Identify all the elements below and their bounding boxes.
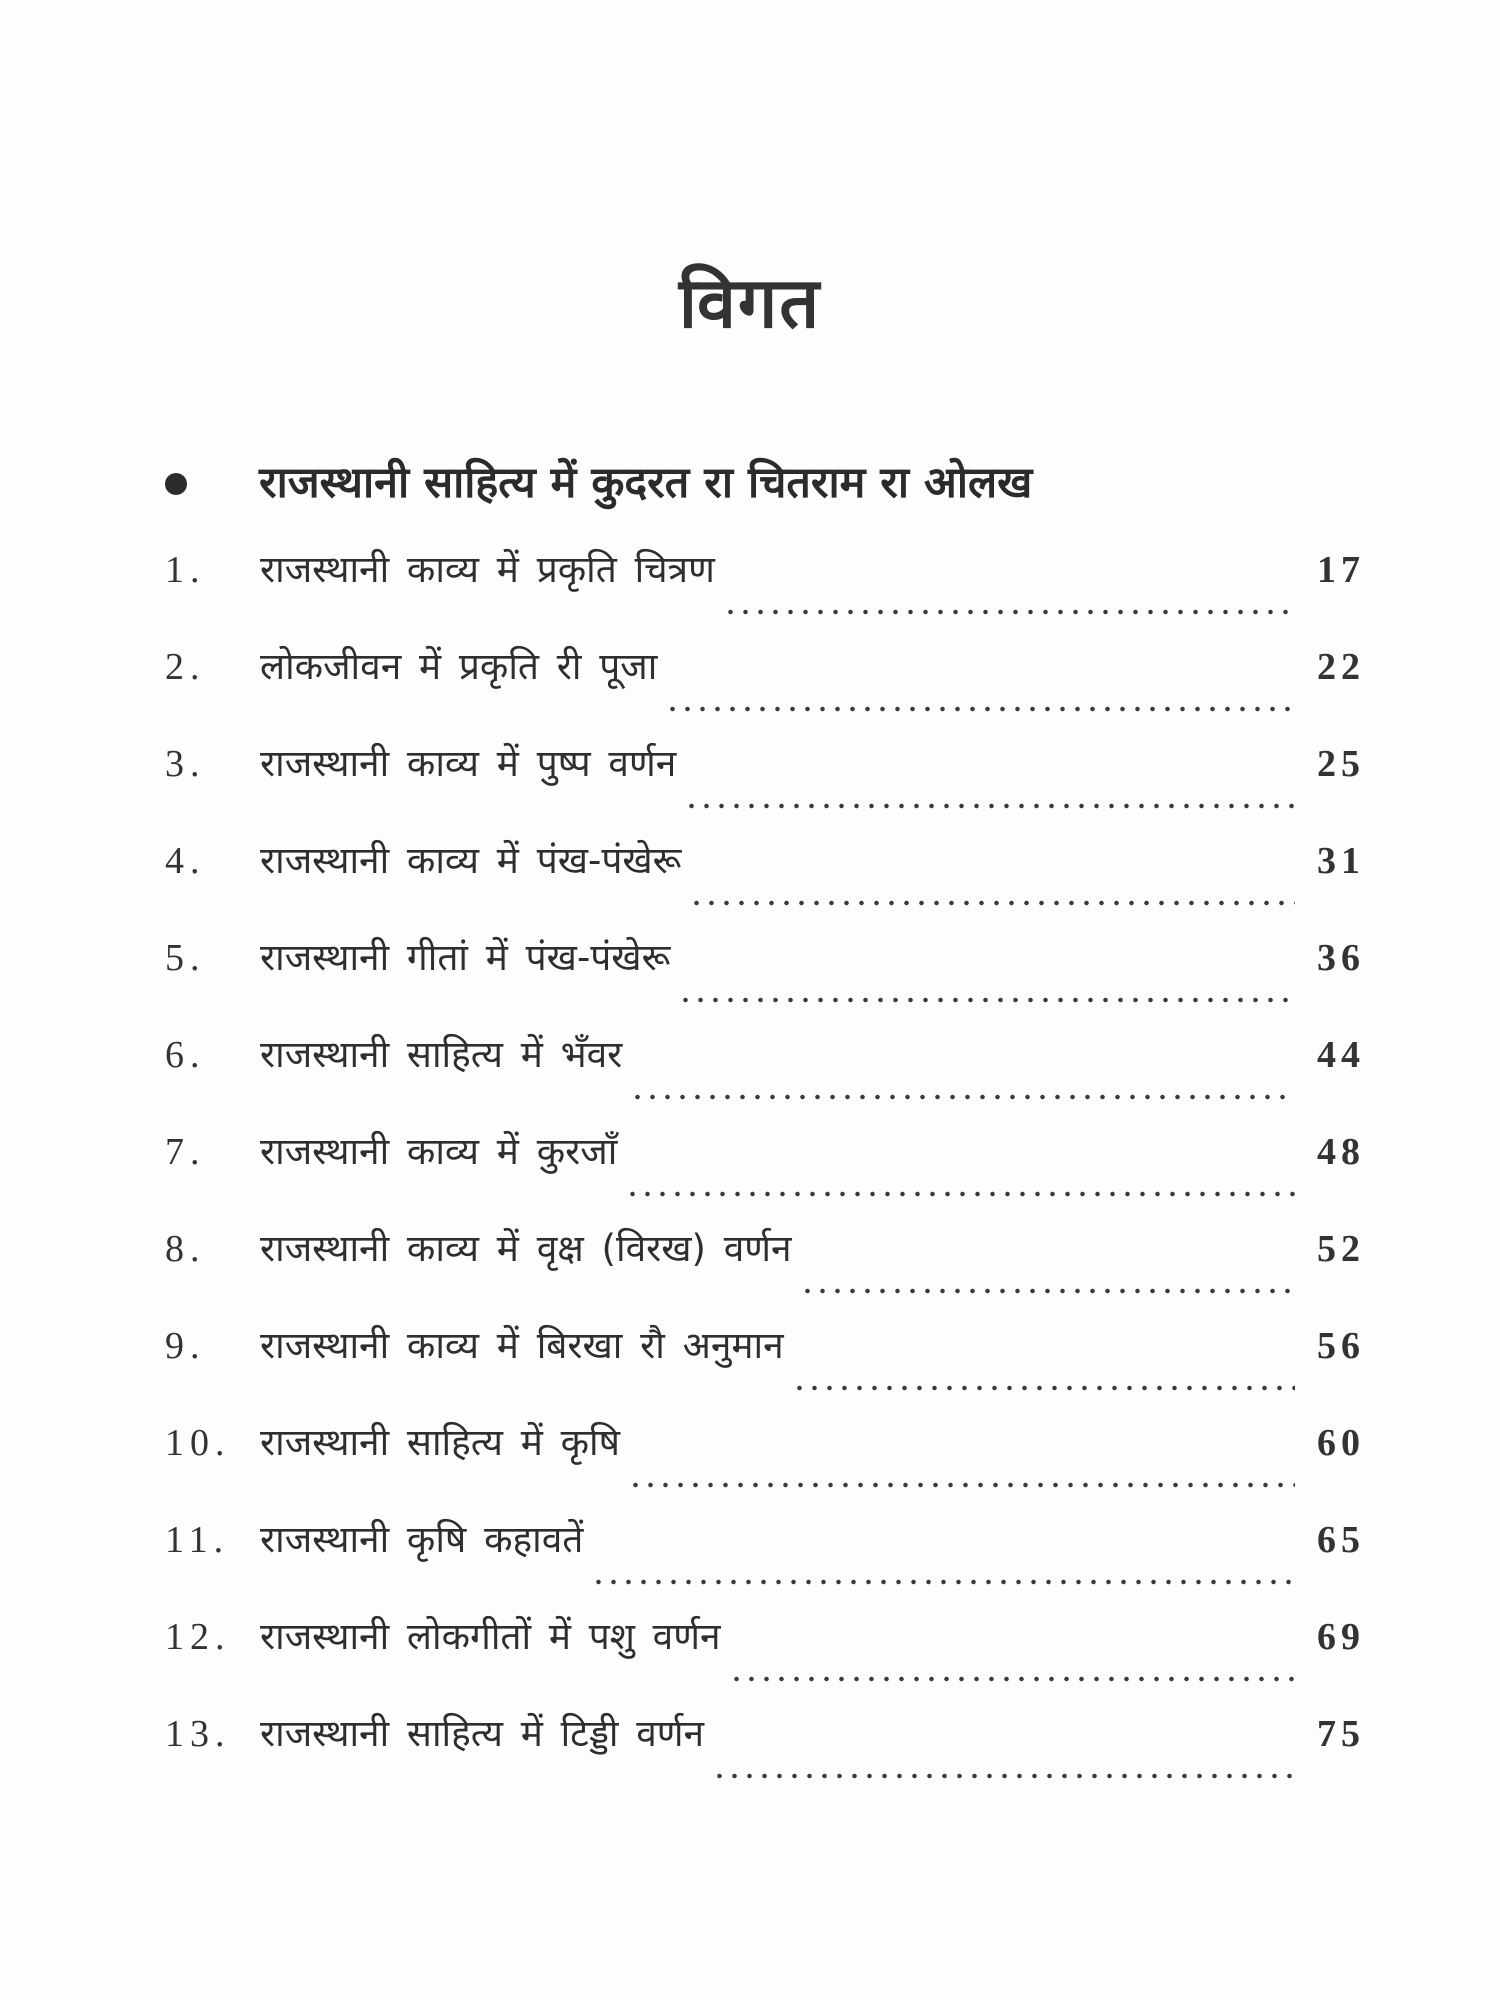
entry-title: राजस्थानी काव्य में प्रकृति चित्रण (260, 548, 715, 591)
entry-number: 3. (165, 743, 206, 785)
entry-title: लोकजीवन में प्रकृति री पूजा (260, 645, 658, 688)
toc-entry (165, 1510, 1365, 1607)
entry-page-number: 75 (1317, 1713, 1365, 1755)
entry-page-number: 52 (1317, 1228, 1365, 1270)
page-title: विगत (678, 262, 822, 344)
entry-page-number: 44 (1317, 1034, 1365, 1076)
entry-page-number: 17 (1317, 549, 1365, 591)
entry-page-number: 48 (1317, 1131, 1365, 1173)
dot-leader (684, 801, 1295, 811)
dot-leader (678, 995, 1295, 1005)
entry-number: 7. (165, 1131, 206, 1173)
toc-entry (165, 1607, 1365, 1704)
toc-entry (165, 637, 1365, 734)
dot-leader (628, 1480, 1295, 1490)
entry-page-number: 31 (1317, 840, 1365, 882)
table-of-contents (165, 540, 1365, 1801)
dot-leader (689, 898, 1295, 908)
toc-entry (165, 734, 1365, 831)
entry-title: राजस्थानी काव्य में वृक्ष (विरख) वर्णन (260, 1227, 792, 1270)
toc-entry (165, 928, 1365, 1025)
entry-title: राजस्थानी काव्य में कुरजाँ (260, 1130, 618, 1173)
dot-leader (591, 1577, 1295, 1587)
entry-number: 8. (165, 1228, 206, 1270)
entry-number: 9. (165, 1325, 206, 1367)
entry-number: 11. (165, 1519, 230, 1561)
entry-title: राजस्थानी काव्य में बिरखा रौ अनुमान (260, 1324, 784, 1367)
dot-leader (665, 704, 1295, 714)
entry-title: राजस्थानी लोकगीतों में पशु वर्णन (260, 1615, 721, 1658)
toc-entry (165, 1316, 1365, 1413)
entry-number: 2. (165, 646, 206, 688)
dot-leader (630, 1092, 1295, 1102)
toc-entry (165, 831, 1365, 928)
entry-page-number: 60 (1317, 1422, 1365, 1464)
entry-number: 12. (165, 1616, 231, 1658)
bullet-icon (165, 473, 187, 495)
dot-leader (712, 1771, 1295, 1781)
entry-title: राजस्थानी साहित्य में टिड्डी वर्णन (260, 1712, 705, 1755)
entry-page-number: 25 (1317, 743, 1365, 785)
entry-number: 10. (165, 1422, 231, 1464)
dot-leader (625, 1189, 1295, 1199)
dot-leader (729, 1674, 1295, 1684)
entry-title: राजस्थानी साहित्य में कृषि (260, 1421, 620, 1464)
entry-number: 6. (165, 1034, 206, 1076)
entry-page-number: 36 (1317, 937, 1365, 979)
toc-entry (165, 1025, 1365, 1122)
entry-title: राजस्थानी काव्य में पुष्प वर्णन (260, 742, 677, 785)
dot-leader (723, 607, 1295, 617)
entry-page-number: 69 (1317, 1616, 1365, 1658)
dot-leader (800, 1286, 1295, 1296)
entry-page-number: 65 (1317, 1519, 1365, 1561)
toc-entry (165, 1413, 1365, 1510)
dot-leader (792, 1383, 1295, 1393)
toc-entry (165, 1704, 1365, 1801)
section-heading (165, 450, 1365, 510)
entry-title: राजस्थानी काव्य में पंख-पंखेरू (260, 839, 682, 882)
entry-number: 13. (165, 1713, 231, 1755)
entry-page-number: 22 (1317, 646, 1365, 688)
entry-title: राजस्थानी कृषि कहावतें (260, 1518, 584, 1561)
entry-title: राजस्थानी गीतां में पंख-पंखेरू (260, 936, 671, 979)
toc-entry (165, 1219, 1365, 1316)
section-heading-text: राजस्थानी साहित्य में कुदरत रा चितराम रा ओलख (259, 457, 1033, 508)
toc-entry (165, 1122, 1365, 1219)
entry-number: 4. (165, 840, 206, 882)
entry-number: 5. (165, 937, 206, 979)
toc-entry (165, 540, 1365, 637)
entry-number: 1. (165, 549, 206, 591)
entry-title: राजस्थानी साहित्य में भँवर (260, 1033, 623, 1076)
entry-page-number: 56 (1317, 1325, 1365, 1367)
